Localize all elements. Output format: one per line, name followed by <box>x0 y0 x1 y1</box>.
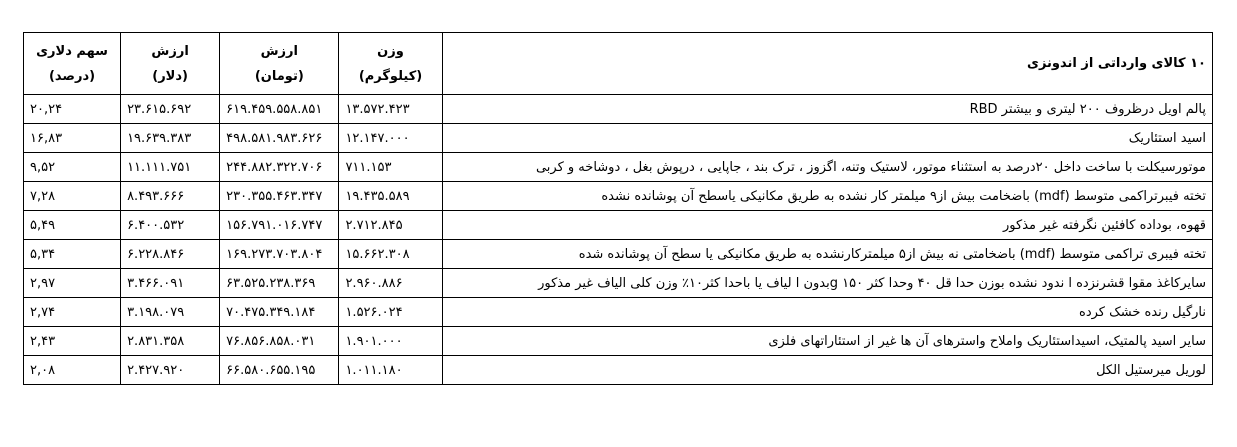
cell-value-toman: ۶۶.۵۸۰.۶۵۵.۱۹۵ <box>220 356 339 385</box>
cell-weight: ۱.۹۰۱.۰۰۰ <box>339 327 442 356</box>
cell-value-toman: ۴۹۸.۵۸۱.۹۸۳.۶۲۶ <box>220 124 339 153</box>
cell-weight: ۱.۰۱۱.۱۸۰ <box>339 356 442 385</box>
cell-value-usd: ۲۳.۶۱۵.۶۹۲ <box>121 95 220 124</box>
indonesia-imports-table <box>23 32 1213 385</box>
cell-value-toman: ۶۱۹.۴۵۹.۵۵۸.۸۵۱ <box>220 95 339 124</box>
cell-usd-share: ۲,۷۴ <box>24 298 121 327</box>
table-row <box>24 327 1213 356</box>
cell-value-toman: ۷۰.۴۷۵.۳۴۹.۱۸۴ <box>220 298 339 327</box>
cell-value-usd: ۳.۴۶۶.۰۹۱ <box>121 269 220 298</box>
cell-value-toman: ۶۳.۵۲۵.۲۳۸.۳۶۹ <box>220 269 339 298</box>
table-header-row <box>24 33 1213 95</box>
cell-usd-share: ۲,۰۸ <box>24 356 121 385</box>
table-row <box>24 153 1213 182</box>
cell-value-toman: ۱۶۹.۲۷۳.۷۰۳.۸۰۴ <box>220 240 339 269</box>
cell-value-usd: ۱۹.۶۳۹.۳۸۳ <box>121 124 220 153</box>
cell-value-usd: ۲.۴۲۷.۹۲۰ <box>121 356 220 385</box>
header-item: ۱۰ کالای وارداتی از اندونزی <box>442 33 1212 95</box>
cell-item: سایرکاغذ مقوا قشرنزده ا ندود نشده بوزن حدا قل ۴۰ وحدا کثر ۱۵۰ gبدون ا لیاف یا باحدا کثر۱۰٪ وزن کلی الیاف غیر مذکور <box>442 269 1212 298</box>
header-value-usd <box>121 33 220 95</box>
cell-value-toman: ۱۵۶.۷۹۱.۰۱۶.۷۴۷ <box>220 211 339 240</box>
cell-value-toman: ۷۶.۸۵۶.۸۵۸.۰۳۱ <box>220 327 339 356</box>
cell-value-usd: ۳.۱۹۸.۰۷۹ <box>121 298 220 327</box>
cell-item: موتورسیکلت با ساخت داخل ۲۰درصد به استثناء موتور، لاستیک وتنه، اگزوز ، ترک بند ، جاپایی ، درپوش بغل ، دوشاخه و کربی <box>442 153 1212 182</box>
table-row <box>24 269 1213 298</box>
table-row <box>24 124 1213 153</box>
imports-table-wrapper <box>23 32 1213 385</box>
cell-value-usd: ۶.۴۰۰.۵۳۲ <box>121 211 220 240</box>
cell-item: نارگیل رنده خشک کرده <box>442 298 1212 327</box>
cell-value-toman: ۲۴۴.۸۸۲.۳۲۲.۷۰۶ <box>220 153 339 182</box>
cell-usd-share: ۹,۵۲ <box>24 153 121 182</box>
cell-weight: ۱۹.۴۳۵.۵۸۹ <box>339 182 442 211</box>
cell-usd-share: ۲,۹۷ <box>24 269 121 298</box>
header-share-line1: سهم دلاری <box>36 43 108 59</box>
cell-value-usd: ۶.۲۲۸.۸۴۶ <box>121 240 220 269</box>
cell-item: سایر اسید پالمتیک، اسیداستئاریک واملاح واسترهای آن ها غیر از استئاراتهای فلزی <box>442 327 1212 356</box>
cell-item: اسید استئاریک <box>442 124 1212 153</box>
cell-item: تخته فیبری تراکمی متوسط (mdf) باضخامتی نه بیش از۵ میلمترکارنشده به طریق مکانیکی یا سطح آن پوشانده شده <box>442 240 1212 269</box>
cell-usd-share: ۲,۴۳ <box>24 327 121 356</box>
cell-usd-share: ۵,۳۴ <box>24 240 121 269</box>
table-row <box>24 182 1213 211</box>
cell-weight: ۷۱۱.۱۵۳ <box>339 153 442 182</box>
table-row <box>24 298 1213 327</box>
header-usd-share <box>24 33 121 95</box>
header-toman-line1: ارزش <box>260 43 298 59</box>
cell-usd-share: ۱۶,۸۳ <box>24 124 121 153</box>
cell-value-usd: ۸.۴۹۳.۶۶۶ <box>121 182 220 211</box>
table-row <box>24 240 1213 269</box>
table-row <box>24 95 1213 124</box>
header-value-toman <box>220 33 339 95</box>
cell-item: پالم اویل درظروف ۲۰۰ لیتری و بیشتر RBD <box>442 95 1212 124</box>
table-row <box>24 211 1213 240</box>
cell-item: لوریل میرستیل الکل <box>442 356 1212 385</box>
cell-weight: ۲.۷۱۲.۸۴۵ <box>339 211 442 240</box>
cell-weight: ۱۲.۱۴۷.۰۰۰ <box>339 124 442 153</box>
header-share-line2: (درصد) <box>48 68 96 84</box>
table-row <box>24 356 1213 385</box>
cell-value-toman: ۲۳۰.۳۵۵.۴۶۳.۳۴۷ <box>220 182 339 211</box>
header-weight-line2: (کیلوگرم) <box>358 68 423 84</box>
cell-usd-share: ۷,۲۸ <box>24 182 121 211</box>
header-weight-line1: وزن <box>377 43 404 59</box>
cell-usd-share: ۵,۴۹ <box>24 211 121 240</box>
header-weight <box>339 33 442 95</box>
cell-value-usd: ۲.۸۳۱.۳۵۸ <box>121 327 220 356</box>
cell-weight: ۱۳.۵۷۲.۴۲۳ <box>339 95 442 124</box>
header-toman-line2: (تومان) <box>254 68 304 84</box>
cell-weight: ۲.۹۶۰.۸۸۶ <box>339 269 442 298</box>
cell-usd-share: ۲۰,۲۴ <box>24 95 121 124</box>
cell-weight: ۱.۵۲۶.۰۲۴ <box>339 298 442 327</box>
cell-item: قهوه، بوداده کافئین نگرفته غیر مذکور <box>442 211 1212 240</box>
header-usd-line2: (دلار) <box>152 68 188 84</box>
cell-value-usd: ۱۱.۱۱۱.۷۵۱ <box>121 153 220 182</box>
cell-item: تخته فیبرتراکمی متوسط (mdf) باضخامت بیش از۹ میلمتر کار نشده به طریق مکانیکی یاسطح آن پوشانده نشده <box>442 182 1212 211</box>
header-usd-line1: ارزش <box>151 43 189 59</box>
cell-weight: ۱۵.۶۶۲.۳۰۸ <box>339 240 442 269</box>
